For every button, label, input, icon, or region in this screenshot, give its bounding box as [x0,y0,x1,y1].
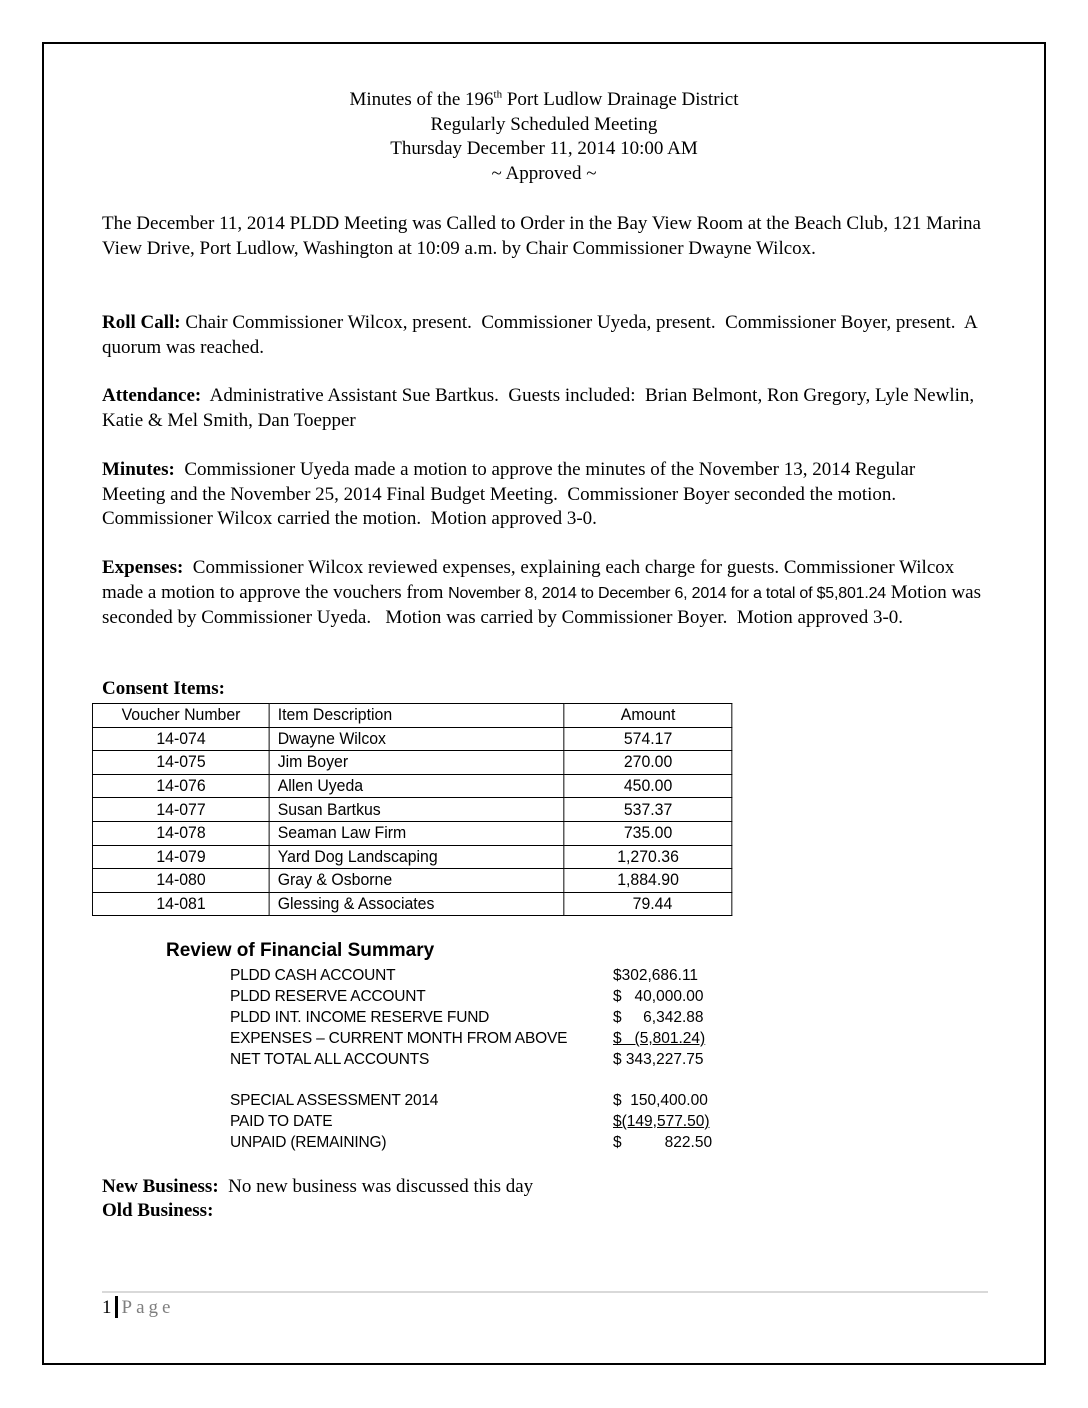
financial-label: PLDD RESERVE ACCOUNT [230,988,426,1005]
page-footer [102,1296,174,1320]
table-row [92,751,731,775]
new-business-label: New Business: [102,1176,219,1197]
financial-row [230,986,730,1007]
consent-items-title: Consent Items: [102,678,225,699]
voucher-number-cell: 14-076 [92,774,269,798]
expenses-paragraph: Expenses: Commissioner Wilcox reviewed expenses, explaining each charge for guests. Commissioner Wilcox made a motion to approve the vouchers from November 8, 2014 to December 6, 2014 for a total of $5,801.24 Motion was seconded by Commissioner Uyeda. Motion was carried by Commissioner Boyer. Motion approved 3-0. [102,557,986,628]
financial-value: $ 150,400.00 [613,1092,708,1109]
financial-row [230,1028,730,1049]
column-header-voucher: Voucher Number [92,704,269,728]
minutes-label: Minutes: [102,459,175,480]
item-description-cell: Gray & Osborne [270,869,565,893]
financial-row [230,965,730,986]
financial-label: PLDD INT. INCOME RESERVE FUND [230,1009,490,1026]
attendance-paragraph: Attendance: Administrative Assistant Sue Bartkus. Guests included: Brian Belmont, Ron Gregory, Lyle Newlin, Katie & Mel Smith, Dan Toepper [102,385,979,431]
table-row [92,774,731,798]
amount-cell: 574.17 [564,727,732,751]
document-header [0,88,1088,186]
item-description-cell: Glessing & Associates [270,892,565,916]
page-label: Page [121,1297,175,1318]
amount-cell: 1,270.36 [564,845,732,869]
header-status: ~ Approved ~ [491,162,597,184]
amount-cell: 735.00 [564,821,732,845]
item-description-cell: Seaman Law Firm [270,821,565,845]
amount-cell: 537.37 [564,798,732,822]
financial-row [230,1090,730,1111]
financial-label: PLDD CASH ACCOUNT [230,967,396,984]
voucher-number-cell: 14-079 [92,845,269,869]
table-row [92,798,731,822]
item-description-cell: Yard Dog Landscaping [270,845,565,869]
financial-row [230,1007,730,1028]
column-header-amount: Amount [564,704,732,728]
attendance-label: Attendance: [102,385,202,406]
financial-label: EXPENSES – CURRENT MONTH FROM ABOVE [230,1030,568,1047]
old-business-label: Old Business: [102,1200,214,1221]
intro-paragraph: The December 11, 2014 PLDD Meeting was Called to Order in the Bay View Room at the Beach Club, 121 Marina View Drive, Port Ludlow, Washington at 10:09 a.m. by Chair Commissioner Dwayne Wilcox. [102,213,981,259]
header-title: Minutes of the 196th Port Ludlow Drainage District [349,88,739,110]
header-date: Thursday December 11, 2014 10:00 AM [390,138,698,159]
table-row [92,845,731,869]
page-number: 1 [102,1297,112,1318]
financial-label: NET TOTAL ALL ACCOUNTS [230,1051,430,1068]
voucher-number-cell: 14-081 [92,892,269,916]
roll-call-paragraph: Roll Call: Chair Commissioner Wilcox, present. Commissioner Uyeda, present. Commissioner Boyer, present. A quorum was reached. [102,312,982,358]
financial-value: $ 40,000.00 [613,988,704,1005]
financial-row [230,1132,730,1153]
table-row [92,821,731,845]
column-header-description: Item Description [270,704,565,728]
financial-value: $ 822.50 [613,1134,713,1151]
item-description-cell: Susan Bartkus [270,798,565,822]
financial-label: UNPAID (REMAINING) [230,1134,387,1151]
amount-cell: 450.00 [564,774,732,798]
item-description-cell: Dwayne Wilcox [270,727,565,751]
financial-value: $(149,577.50) [613,1113,710,1130]
financial-row [230,1049,730,1070]
financial-value: $ 343,227.75 [613,1051,704,1068]
footer-divider [102,1291,988,1293]
financial-label: PAID TO DATE [230,1113,333,1130]
table-row [92,727,731,751]
financial-value: $ 6,342.88 [613,1009,704,1026]
footer-separator [115,1296,118,1318]
financial-value: $ (5,801.24) [613,1030,706,1047]
new-business-paragraph: New Business: No new business was discussed this day [102,1176,534,1197]
item-description-cell: Jim Boyer [270,751,565,775]
consent-items-table [92,703,732,916]
table-header-row [92,704,731,728]
voucher-number-cell: 14-077 [92,798,269,822]
header-subtitle: Regularly Scheduled Meeting [430,113,658,135]
item-description-cell: Allen Uyeda [270,774,565,798]
table-row [92,869,731,893]
voucher-number-cell: 14-080 [92,869,269,893]
minutes-paragraph: Minutes: Commissioner Uyeda made a motion to approve the minutes of the November 13, 2014 Regular Meeting and the November 25, 2014 Final Budget Meeting. Commissioner Boyer seconded the motion. Commissioner Wilcox carried the motion. Motion approved 3-0. [102,459,920,529]
financial-value: $302,686.11 [613,967,699,984]
voucher-number-cell: 14-074 [92,727,269,751]
voucher-number-cell: 14-075 [92,751,269,775]
amount-cell: 79.44 [564,892,732,916]
table-row [92,892,731,916]
amount-cell: 1,884.90 [564,869,732,893]
roll-call-label: Roll Call: [102,312,181,333]
voucher-number-cell: 14-078 [92,821,269,845]
financial-label: SPECIAL ASSESSMENT 2014 [230,1092,439,1109]
financial-row [230,1111,730,1132]
amount-cell: 270.00 [564,751,732,775]
expenses-label: Expenses: [102,557,184,578]
financial-summary-title: Review of Financial Summary [166,940,435,961]
